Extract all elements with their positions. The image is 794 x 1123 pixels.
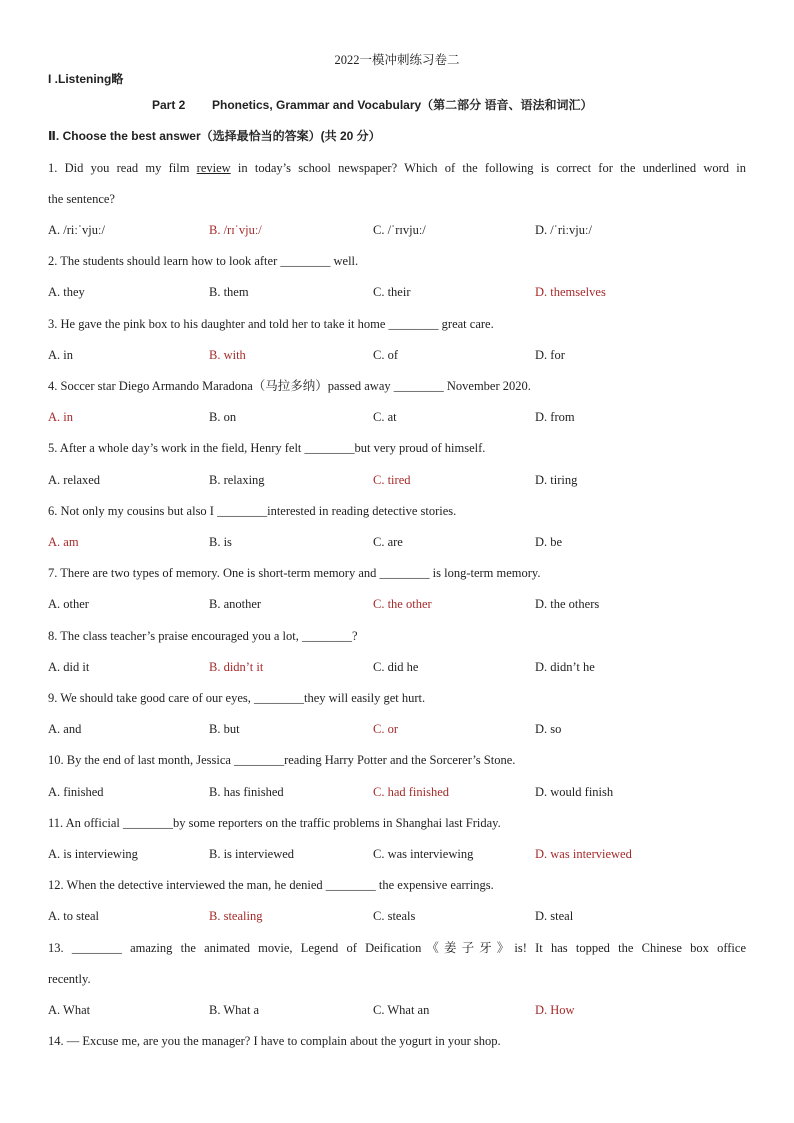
question-7-option-d[interactable]: D. the others: [535, 597, 600, 611]
question-1-stem: 1. Did you read my film review in today’s school newspaper? Which of the following is correct for the underlined word in: [48, 161, 746, 175]
question-1-option-a[interactable]: A. /riːˈvjuː/: [48, 223, 105, 237]
question-4-option-d[interactable]: D. from: [535, 410, 575, 424]
question-10-option-b[interactable]: B. has finished: [209, 785, 284, 799]
question-9-option-d[interactable]: D. so: [535, 722, 562, 736]
question-1-option-d[interactable]: D. /ˈriːvjuː/: [535, 223, 592, 237]
question-12-option-b[interactable]: B. stealing: [209, 909, 263, 923]
part2-label: Part 2: [152, 98, 186, 112]
part2-title: Phonetics, Grammar and Vocabulary（第二部分 语音、语法和词汇）: [212, 98, 593, 112]
question-11-stem: 11. An official ________by some reporters on the traffic problems in Shanghai last Friday.: [48, 816, 501, 830]
question-4-option-b[interactable]: B. on: [209, 410, 237, 424]
question-5-option-b[interactable]: B. relaxing: [209, 473, 265, 487]
question-8-stem: 8. The class teacher’s praise encouraged you a lot, ________?: [48, 629, 358, 643]
question-11-option-b[interactable]: B. is interviewed: [209, 847, 295, 861]
question-12-option-c[interactable]: C. steals: [373, 909, 416, 923]
question-4-option-c[interactable]: C. at: [373, 410, 397, 424]
question-12-option-a[interactable]: A. to steal: [48, 909, 100, 923]
question-13-option-d[interactable]: D. How: [535, 1003, 575, 1017]
question-7-stem: 7. There are two types of memory. One is short-term memory and ________ is long-term memory.: [48, 566, 541, 580]
question-1-option-b[interactable]: B. /rɪˈvjuː/: [209, 223, 262, 237]
question-6-stem: 6. Not only my cousins but also I ________interested in reading detective stories.: [48, 504, 457, 518]
question-3-stem: 3. He gave the pink box to his daughter and told her to take it home ________ great care.: [48, 317, 494, 331]
underlined-word: review: [196, 161, 231, 175]
question-8-option-c[interactable]: C. did he: [373, 660, 419, 674]
section-listening: I .Listening略: [48, 72, 124, 86]
question-7-option-b[interactable]: B. another: [209, 597, 262, 611]
question-10-option-c[interactable]: C. had finished: [373, 785, 450, 799]
question-5-option-a[interactable]: A. relaxed: [48, 473, 101, 487]
section-choose: Ⅱ. Choose the best answer（选择最恰当的答案）(共 20 分）: [48, 129, 381, 143]
question-3-option-c[interactable]: C. of: [373, 348, 398, 362]
question-9-option-c[interactable]: C. or: [373, 722, 398, 736]
question-7-option-a[interactable]: A. other: [48, 597, 89, 611]
question-2-option-c[interactable]: C. their: [373, 285, 411, 299]
question-11-option-a[interactable]: A. is interviewing: [48, 847, 138, 861]
question-2-option-d[interactable]: D. themselves: [535, 285, 606, 299]
question-10-option-d[interactable]: D. would finish: [535, 785, 614, 799]
question-5-stem: 5. After a whole day’s work in the field, Henry felt ________but very proud of himself.: [48, 441, 486, 455]
question-13-option-a[interactable]: A. What: [48, 1003, 91, 1017]
question-9-stem: 9. We should take good care of our eyes, ________they will easily get hurt.: [48, 691, 426, 705]
question-11-option-d[interactable]: D. was interviewed: [535, 847, 632, 861]
question-5-option-c[interactable]: C. tired: [373, 473, 411, 487]
question-13-option-b[interactable]: B. What a: [209, 1003, 260, 1017]
question-13-stem: 13. ________ amazing the animated movie, Legend of Deification《姜子牙》is! It has topped the Chinese box office: [48, 941, 746, 955]
question-8-option-a[interactable]: A. did it: [48, 660, 90, 674]
question-2-stem: 2. The students should learn how to look after ________ well.: [48, 254, 359, 268]
question-3-option-d[interactable]: D. for: [535, 348, 565, 362]
question-12-option-d[interactable]: D. steal: [535, 909, 574, 923]
question-5-option-d[interactable]: D. tiring: [535, 473, 578, 487]
question-7-option-c[interactable]: C. the other: [373, 597, 432, 611]
question-2-option-b[interactable]: B. them: [209, 285, 249, 299]
question-10-stem: 10. By the end of last month, Jessica ________reading Harry Potter and the Sorcerer’s Stone.: [48, 753, 516, 767]
question-9-option-b[interactable]: B. but: [209, 722, 240, 736]
question-6-option-a[interactable]: A. am: [48, 535, 79, 549]
question-2-option-a[interactable]: A. they: [48, 285, 85, 299]
question-4-stem: 4. Soccer star Diego Armando Maradona（马拉多纳）passed away ________ November 2020.: [48, 379, 531, 393]
question-1-stem-continued: the sentence?: [48, 192, 115, 206]
question-10-option-a[interactable]: A. finished: [48, 785, 104, 799]
question-3-option-a[interactable]: A. in: [48, 348, 73, 362]
question-9-option-a[interactable]: A. and: [48, 722, 82, 736]
question-11-option-c[interactable]: C. was interviewing: [373, 847, 474, 861]
question-6-option-c[interactable]: C. are: [373, 535, 403, 549]
question-14-stem: 14. — Excuse me, are you the manager? I have to complain about the yogurt in your shop.: [48, 1034, 501, 1048]
question-8-option-b[interactable]: B. didn’t it: [209, 660, 264, 674]
page-title: 2022一模冲刺练习卷二: [334, 53, 460, 67]
question-6-option-d[interactable]: D. be: [535, 535, 563, 549]
question-4-option-a[interactable]: A. in: [48, 410, 73, 424]
question-3-option-b[interactable]: B. with: [209, 348, 246, 362]
question-12-stem: 12. When the detective interviewed the man, he denied ________ the expensive earrings.: [48, 878, 494, 892]
question-13-option-c[interactable]: C. What an: [373, 1003, 430, 1017]
question-13-stem-continued: recently.: [48, 972, 91, 986]
question-8-option-d[interactable]: D. didn’t he: [535, 660, 595, 674]
question-6-option-b[interactable]: B. is: [209, 535, 232, 549]
question-1-option-c[interactable]: C. /ˈrɪvjuː/: [373, 223, 426, 237]
